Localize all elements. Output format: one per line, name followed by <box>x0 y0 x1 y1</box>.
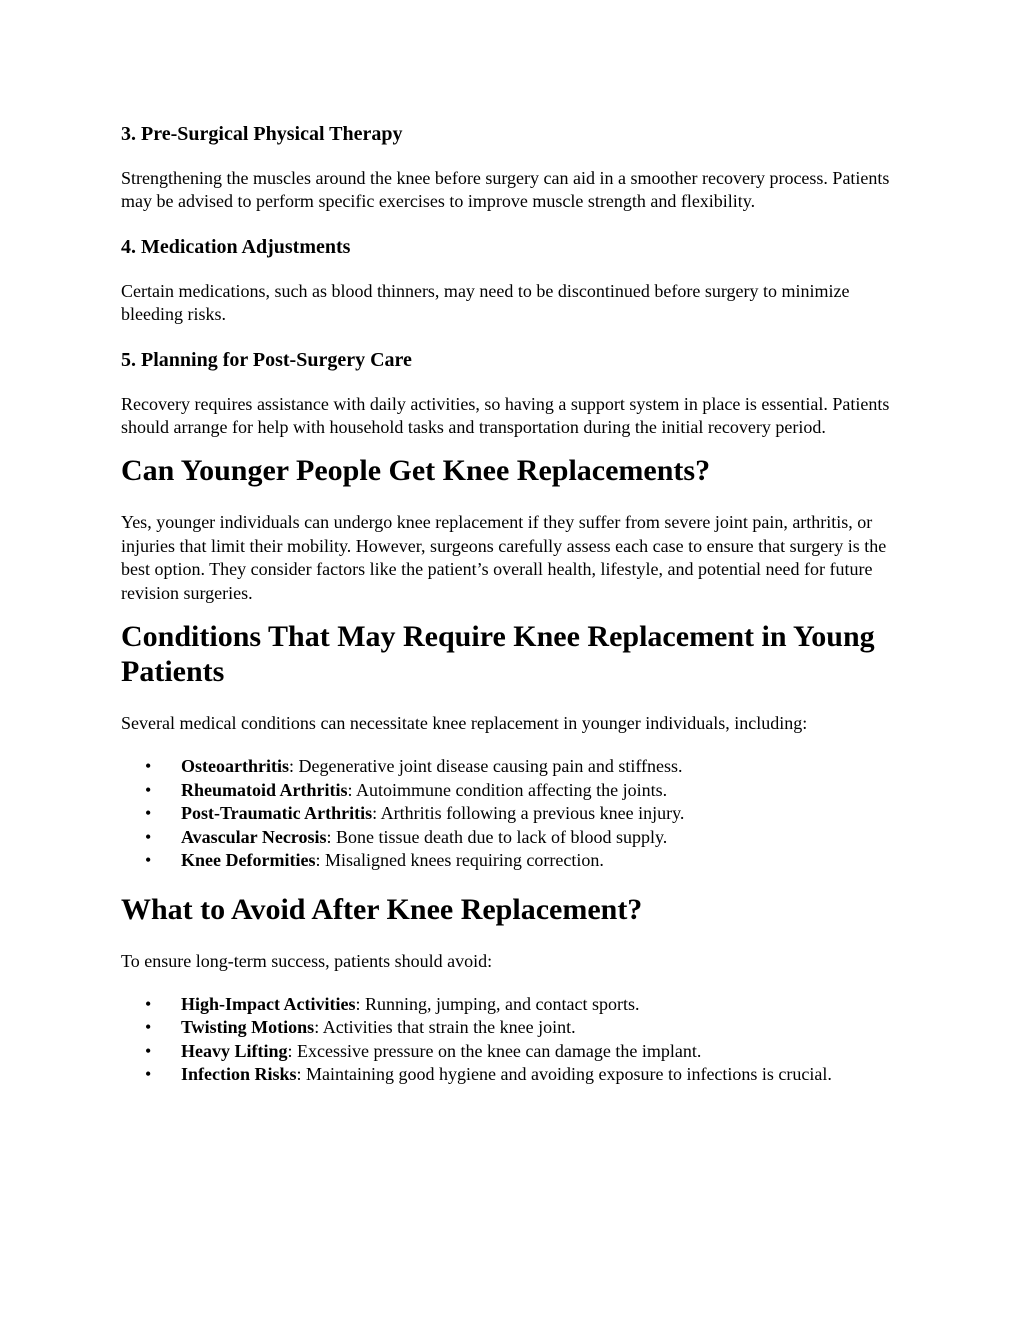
heading-what-to-avoid: What to Avoid After Knee Replacement? <box>121 892 643 926</box>
list-item-desc: : Maintaining good hygiene and avoiding exposure to infections is crucial. <box>296 1064 832 1085</box>
list-item-term: Twisting Motions <box>181 1017 315 1038</box>
bullet: • <box>145 756 152 777</box>
intro-conditions: Several medical conditions can necessitate knee replacement in younger individuals, including: <box>121 713 808 734</box>
avoid-list <box>121 993 891 1087</box>
bullet: • <box>145 803 152 824</box>
list-item-desc: : Excessive pressure on the knee can damage the implant. <box>287 1040 702 1061</box>
section-heading-pre-surgical-therapy: 3. Pre-Surgical Physical Therapy <box>121 123 403 145</box>
conditions-list <box>121 755 891 872</box>
list-item <box>121 1040 891 1063</box>
bullet: • <box>145 850 152 871</box>
list-item-desc: : Autoimmune condition affecting the joints. <box>347 779 668 800</box>
list-item-desc: : Degenerative joint disease causing pain and stiffness. <box>288 756 683 777</box>
list-item <box>121 849 891 872</box>
list-item-term: High-Impact Activities <box>181 993 356 1014</box>
bullet: • <box>145 1064 152 1085</box>
list-item <box>121 802 891 825</box>
section-heading-post-surgery-care: 5. Planning for Post-Surgery Care <box>121 348 412 371</box>
list-item-term: Avascular Necrosis <box>181 826 327 847</box>
section-body-medication-adjustments: Certain medications, such as blood thinners, may need to be discontinued before surgery to minimize bleeding risks. <box>121 280 850 325</box>
intro-what-to-avoid: To ensure long-term success, patients should avoid: <box>121 950 493 971</box>
list-item-desc: : Running, jumping, and contact sports. <box>355 993 640 1014</box>
list-item-term: Rheumatoid Arthritis <box>181 779 348 800</box>
section-heading-medication-adjustments: 4. Medication Adjustments <box>121 235 351 258</box>
list-item-term: Knee Deformities <box>181 850 316 871</box>
list-item <box>121 826 891 849</box>
document-page <box>121 119 891 1087</box>
heading-younger-people: Can Younger People Get Knee Replacements? <box>121 454 711 488</box>
list-item-desc: : Misaligned knees requiring correction. <box>315 850 604 871</box>
list-item <box>121 1016 891 1039</box>
list-item <box>121 755 891 778</box>
list-item <box>121 779 891 802</box>
list-item-term: Osteoarthritis <box>181 756 289 777</box>
heading-conditions: Conditions That May Require Knee Replacement in Young Patients <box>121 620 875 689</box>
section-body-pre-surgical-therapy: Strengthening the muscles around the knee before surgery can aid in a smoother recovery process. Patients may be advised to perform specific exercises to improve muscle strength and flexibility. <box>121 168 890 212</box>
section-body-post-surgery-care: Recovery requires assistance with daily activities, so having a support system in place is essential. Patients should arrange for help with household tasks and transportation during the initial recovery period. <box>121 393 890 438</box>
body-younger-people: Yes, younger individuals can undergo knee replacement if they suffer from severe joint pain, arthritis, or injuries that limit their mobility. However, surgeons carefully assess each case to ensure that surgery is the best option. They consider factors like the patient’s overall health, lifestyle, and potential need for future revision surgeries. <box>121 512 887 603</box>
list-item <box>121 1063 891 1086</box>
bullet: • <box>145 993 152 1014</box>
bullet: • <box>145 1040 152 1061</box>
list-item-term: Heavy Lifting <box>181 1040 288 1061</box>
list-item <box>121 993 891 1016</box>
list-item-term: Post-Traumatic Arthritis <box>181 803 373 824</box>
list-item-desc: : Arthritis following a previous knee injury. <box>372 803 685 824</box>
list-item-desc: : Activities that strain the knee joint. <box>314 1017 576 1038</box>
list-item-desc: : Bone tissue death due to lack of blood supply. <box>326 826 668 847</box>
list-item-term: Infection Risks <box>181 1064 297 1085</box>
bullet: • <box>145 779 152 800</box>
bullet: • <box>145 826 152 847</box>
bullet: • <box>145 1017 152 1038</box>
